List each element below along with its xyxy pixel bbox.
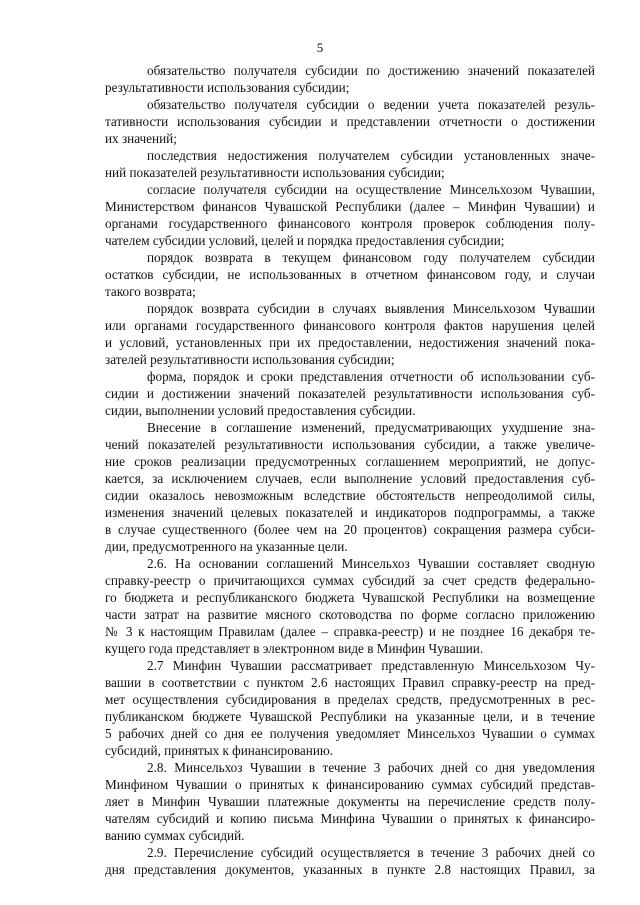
text-line: изменения значений целевых показателей и индикаторов подпрограммы, а также — [105, 505, 595, 520]
text-line: 2.7 Минфин Чувашии рассматривает представленную Минсельхозом Чу- — [147, 658, 595, 673]
text-line: 2.6. На основании соглашений Минсельхоз Чувашии составляет сводную — [147, 556, 595, 571]
text-line: или органами государственного финансового контроля фактов нарушения целей — [105, 318, 595, 333]
text-line: Министерством финансов Чувашской Республики (далее – Минфин Чувашии) и — [105, 199, 595, 214]
text-line: мет осуществления субсидирования в пределах средств, предусмотренных в рес- — [105, 692, 595, 707]
text-line: 5 рабочих дней со дня ее получения уведомляет Минсельхоз Чувашии о суммах — [105, 726, 595, 741]
text-line: и условий, установленных при их предоставлении, недостижения значений пока- — [105, 335, 595, 350]
text-line: субсидий, принятых к финансированию. — [105, 743, 334, 758]
text-line: го бюджета и республиканского бюджета Чувашской Республики на возмещение — [105, 590, 595, 605]
text-line: 2.8. Минсельхоз Чувашии в течение 3 рабочих дней со дня уведомления — [147, 760, 595, 775]
text-line: ние сроков реализации предусмотренных соглашением мероприятий, не допус- — [105, 454, 595, 469]
text-line: дня представления документов, указанных в пункте 2.8 настоящих Правил, за — [105, 862, 595, 877]
text-line: кущего года представляет в электронном виде в Минфин Чувашии. — [105, 641, 484, 656]
text-line: справку-реестр о причитающихся суммах субсидий за счет средств федерально- — [105, 573, 595, 588]
text-line: № 3 к настоящим Правилам (далее – справка-реестр) и не позднее 16 декабря те- — [105, 624, 595, 639]
text-line: их значений; — [105, 131, 177, 146]
text-line: органами государственного финансового контроля проверок соблюдения полу- — [105, 216, 595, 231]
text-line: ний показателей результативности использования субсидии; — [105, 165, 445, 180]
text-line: обязательство получателя субсидии о ведении учета показателей резуль- — [147, 97, 595, 112]
text-line: чений показателей результативности использования субсидии, а также увеличе- — [105, 437, 595, 452]
text-line: ванию суммах субсидий. — [105, 828, 245, 843]
text-line: форма, порядок и сроки представления отчетности об использовании суб- — [147, 369, 595, 384]
text-line: результативности использования субсидии; — [105, 80, 350, 95]
text-line: Минфином Чувашии о принятых к финансированию суммах субсидий представ- — [105, 777, 595, 792]
text-line: остатков субсидии, не использованных в отчетном финансовом году, и случаи — [105, 267, 595, 282]
page-number: 5 — [316, 40, 324, 55]
text-line: тативности использования субсидии и представлении отчетности о достижении — [105, 114, 595, 129]
text-line: чателем субсидии условий, целей и порядка предоставления субсидии; — [105, 233, 505, 248]
text-line: порядок возврата в текущем финансовом году получателем субсидии — [147, 250, 595, 265]
text-line: дии, предусмотренного на указанные цели. — [105, 539, 348, 554]
text-line: сидии оказалось невозможным вследствие обстоятельств непреодолимой силы, — [105, 488, 595, 503]
document-body — [105, 62, 595, 878]
text-line: порядок возврата субсидии в случаях выявления Минсельхозом Чувашии — [147, 301, 595, 316]
text-line: согласие получателя субсидии на осуществление Минсельхозом Чувашии, — [147, 182, 595, 197]
text-line: кается, за исключением случаев, если выполнение условий предоставления суб- — [105, 471, 595, 486]
text-line: сидии, выполнении условий предоставления субсидии. — [105, 403, 416, 418]
text-line: сидии и достижении значений показателей результативности использования суб- — [105, 386, 595, 401]
text-line: вашии в соответствии с пунктом 2.6 настоящих Правил справку-реестр на пред- — [105, 675, 595, 690]
text-line: части затрат на развитие мясного скотоводства по форме согласно приложению — [105, 607, 595, 622]
text-line: в случае существенного (более чем на 20 процентов) сокращения размера субси- — [105, 522, 595, 537]
text-line: ляет в Минфин Чувашии платежные документы на перечисление средств полу- — [105, 794, 595, 809]
text-line: такого возврата; — [105, 284, 196, 299]
text-line: последствия недостижения получателем субсидии установленных значе- — [147, 148, 595, 163]
text-line: публиканском бюджете Чувашской Республики на указанные цели, и в течение — [105, 709, 595, 724]
text-line: зателей результативности использования субсидии; — [105, 352, 395, 367]
text-line: 2.9. Перечисление субсидий осуществляется в течение 3 рабочих дней со — [147, 845, 595, 860]
text-line: обязательство получателя субсидии по достижению значений показателей — [147, 63, 595, 78]
text-line: Внесение в соглашение изменений, предусматривающих ухудшение зна- — [147, 420, 595, 435]
text-line: чателям субсидий и копию письма Минфина Чувашии о принятых к финансиро- — [105, 811, 595, 826]
